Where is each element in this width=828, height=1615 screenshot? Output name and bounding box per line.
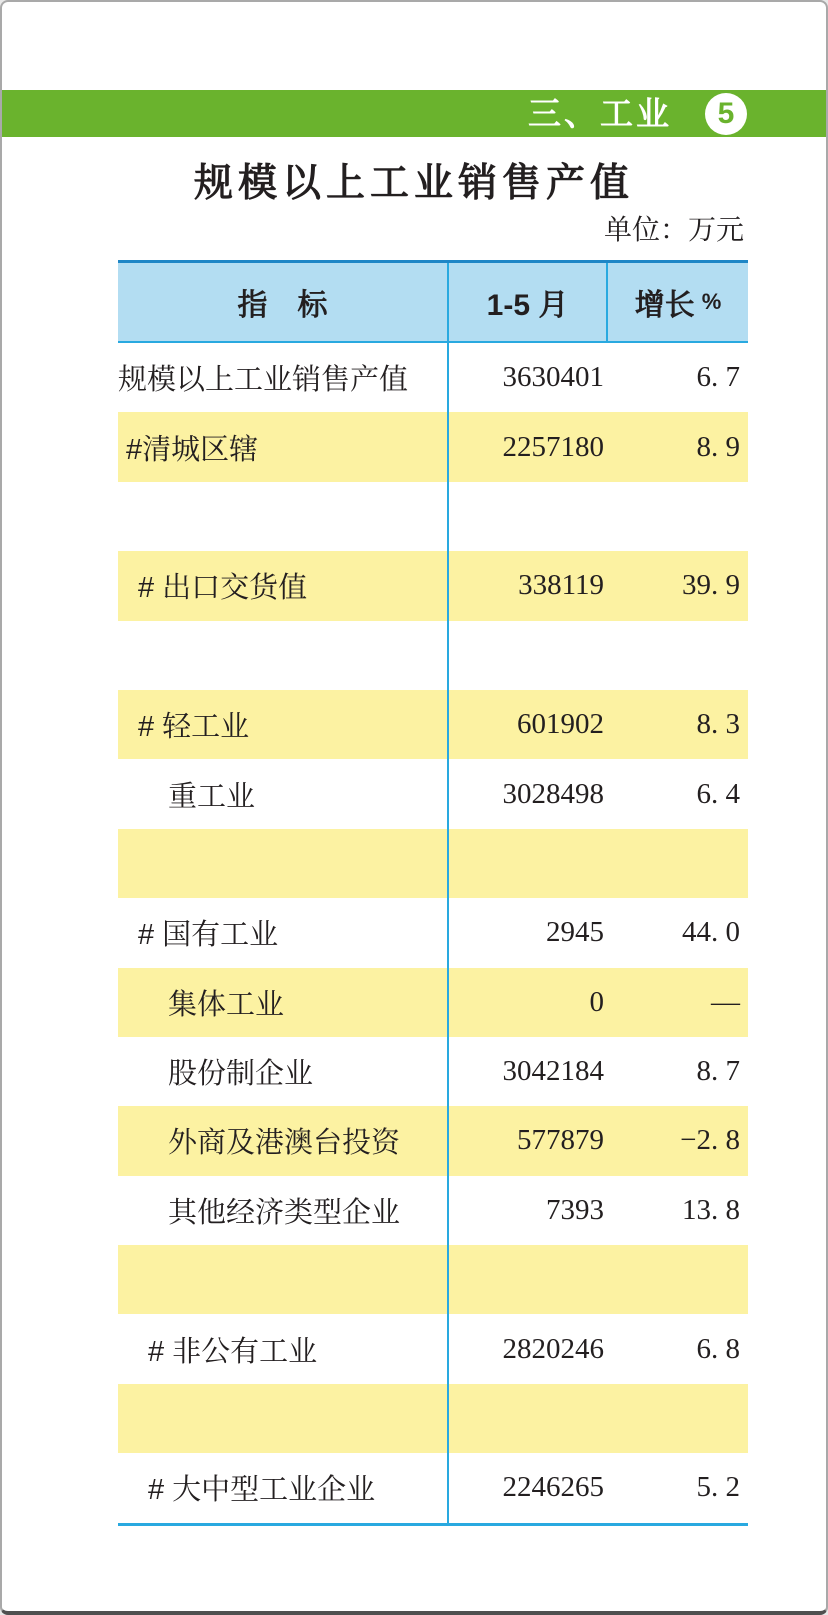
percent-sign: % — [701, 289, 722, 314]
value-cell: 3630401 — [502, 361, 604, 394]
indicator-cell: #清城区辖 — [118, 412, 449, 481]
page-title: 规模以上工业销售产值 — [193, 162, 634, 205]
value-cell: 2246265 — [502, 1471, 604, 1504]
value-cell: 7393 — [546, 1193, 604, 1226]
value-cell — [449, 621, 608, 690]
table-body — [118, 343, 748, 1523]
growth-label: 增长 — [634, 289, 695, 322]
value-cell: 601902 — [517, 708, 604, 741]
table-row — [118, 829, 748, 898]
value-cell — [449, 1384, 608, 1453]
indicator-cell — [118, 1245, 449, 1314]
indicator-cell: # 国有工业 — [118, 898, 449, 967]
growth-cell: 13. 8 — [682, 1193, 740, 1226]
indicator-cell: # 轻工业 — [118, 690, 449, 759]
table-row — [118, 551, 748, 620]
column-header-growth — [608, 263, 748, 341]
page-number-badge — [705, 93, 747, 135]
table-row — [118, 343, 748, 412]
column-header-period: 1-5 月 — [449, 263, 608, 341]
growth-cell — [608, 829, 748, 898]
indicator-cell: 其他经济类型企业 — [118, 1176, 449, 1245]
growth-cell: 8. 9 — [696, 430, 740, 463]
table-row — [118, 1037, 748, 1106]
growth-cell: 44. 0 — [682, 916, 740, 949]
indicator-cell — [118, 621, 449, 690]
table-row — [118, 1453, 748, 1522]
table-row — [118, 1314, 748, 1383]
value-cell: 2820246 — [502, 1332, 604, 1365]
value-cell: 577879 — [517, 1124, 604, 1157]
table-row — [118, 1245, 748, 1314]
value-cell: 0 — [589, 985, 604, 1018]
growth-cell: −2. 8 — [680, 1124, 740, 1157]
value-cell: 3028498 — [502, 777, 604, 810]
section-label: 三、工业 — [528, 95, 672, 132]
indicator-cell — [118, 482, 449, 551]
growth-cell: — — [711, 985, 740, 1018]
table-row — [118, 621, 748, 690]
column-header-indicator: 指 标 — [118, 263, 449, 341]
growth-cell — [608, 1245, 748, 1314]
page-number: 5 — [717, 96, 735, 130]
indicator-cell — [118, 1384, 449, 1453]
indicator-cell: 股份制企业 — [118, 1037, 449, 1106]
table-row — [118, 690, 748, 759]
indicator-cell: # 出口交货值 — [118, 551, 449, 620]
value-cell: 338119 — [518, 569, 604, 602]
indicator-cell — [118, 829, 449, 898]
value-cell: 2257180 — [502, 430, 604, 463]
growth-cell: 6. 7 — [696, 361, 740, 394]
value-cell — [449, 829, 608, 898]
indicator-cell: # 大中型工业企业 — [118, 1453, 449, 1522]
indicator-cell: 规模以上工业销售产值 — [118, 343, 449, 412]
value-cell: 2945 — [546, 916, 604, 949]
growth-cell: 6. 4 — [696, 777, 740, 810]
table-row — [118, 759, 748, 828]
growth-cell: 6. 8 — [696, 1332, 740, 1365]
table-row — [118, 898, 748, 967]
indicator-cell: 外商及港澳台投资 — [118, 1106, 449, 1175]
indicator-cell: # 非公有工业 — [118, 1314, 449, 1383]
indicator-cell: 集体工业 — [118, 968, 449, 1037]
growth-cell: 5. 2 — [696, 1471, 740, 1504]
value-cell — [449, 482, 608, 551]
table-header — [118, 263, 748, 343]
table-row — [118, 968, 748, 1037]
table-row — [118, 482, 748, 551]
value-cell — [449, 1245, 608, 1314]
unit-note: 单位：万元 — [603, 214, 744, 245]
section-header-bar — [2, 90, 826, 137]
growth-cell — [608, 1384, 748, 1453]
growth-cell — [608, 621, 748, 690]
table-row — [118, 1106, 748, 1175]
table-row — [118, 1176, 748, 1245]
indicator-cell: 重工业 — [118, 759, 449, 828]
table-row — [118, 1384, 748, 1453]
value-cell: 3042184 — [502, 1055, 604, 1088]
growth-cell: 8. 3 — [696, 708, 740, 741]
industrial-sales-table — [118, 260, 748, 1526]
table-row — [118, 412, 748, 481]
growth-cell: 8. 7 — [696, 1055, 740, 1088]
growth-cell — [608, 482, 748, 551]
growth-cell: 39. 9 — [682, 569, 740, 602]
